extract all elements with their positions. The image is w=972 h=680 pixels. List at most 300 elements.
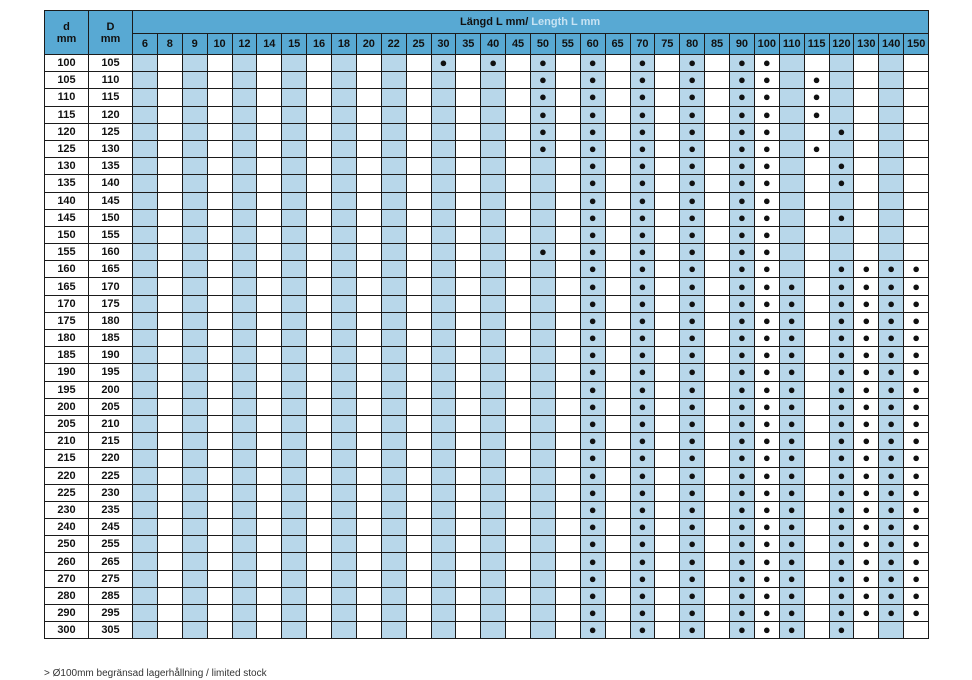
length-cell <box>531 347 556 364</box>
length-cell <box>307 501 332 518</box>
length-cell <box>406 72 431 89</box>
length-cell <box>307 433 332 450</box>
length-cell <box>431 175 456 192</box>
availability-dot-icon: ● <box>688 553 697 569</box>
length-cell <box>879 158 904 175</box>
length-cell <box>257 261 282 278</box>
length-cell <box>904 381 929 398</box>
d-value: 180 <box>45 330 89 347</box>
length-cell <box>555 295 580 312</box>
availability-dot-icon: ● <box>638 192 647 208</box>
length-cell <box>481 72 506 89</box>
length-cell <box>779 175 804 192</box>
length-cell <box>207 433 232 450</box>
availability-dot-icon: ● <box>762 209 771 225</box>
length-cell <box>133 123 158 140</box>
length-cell <box>282 209 307 226</box>
length-cell <box>406 484 431 501</box>
availability-dot-icon: ● <box>688 312 697 328</box>
d-value: 130 <box>45 158 89 175</box>
length-cell <box>879 106 904 123</box>
length-cell <box>282 89 307 106</box>
length-cell <box>705 553 730 570</box>
length-cell <box>481 605 506 622</box>
length-cell <box>804 570 829 587</box>
length-cell <box>580 587 605 604</box>
availability-dot-icon: ● <box>887 261 896 277</box>
length-cell <box>506 55 531 72</box>
d-value: 140 <box>45 192 89 209</box>
length-cell <box>182 381 207 398</box>
length-cell <box>257 278 282 295</box>
length-cell <box>779 278 804 295</box>
length-cell <box>754 278 779 295</box>
availability-dot-icon: ● <box>912 364 921 380</box>
length-cell <box>282 312 307 329</box>
length-cell <box>456 519 481 536</box>
length-cell <box>580 244 605 261</box>
length-cell <box>207 123 232 140</box>
length-cell <box>655 536 680 553</box>
D-value: 195 <box>89 364 133 381</box>
length-cell <box>207 587 232 604</box>
length-cell <box>332 381 357 398</box>
length-cell <box>332 398 357 415</box>
length-cell <box>804 261 829 278</box>
length-cell <box>555 467 580 484</box>
length-cell <box>655 484 680 501</box>
length-cell <box>456 72 481 89</box>
availability-dot-icon: ● <box>688 278 697 294</box>
availability-dot-icon: ● <box>688 450 697 466</box>
length-title-en: Length L mm <box>528 16 601 28</box>
length-cell <box>207 295 232 312</box>
length-cell <box>879 415 904 432</box>
length-cell <box>605 295 630 312</box>
availability-dot-icon: ● <box>638 158 647 174</box>
availability-dot-icon: ● <box>688 381 697 397</box>
availability-dot-icon: ● <box>887 312 896 328</box>
length-cell <box>705 209 730 226</box>
length-cell <box>257 570 282 587</box>
length-cell <box>904 140 929 157</box>
availability-dot-icon: ● <box>862 605 871 621</box>
length-cell <box>829 622 854 639</box>
availability-dot-icon: ● <box>638 244 647 260</box>
availability-dot-icon: ● <box>638 484 647 500</box>
length-cell <box>506 89 531 106</box>
length-cell <box>431 123 456 140</box>
length-header-75: 75 <box>655 34 680 55</box>
d-value: 260 <box>45 553 89 570</box>
availability-dot-icon: ● <box>862 364 871 380</box>
availability-dot-icon: ● <box>762 467 771 483</box>
length-cell <box>182 192 207 209</box>
length-cell <box>630 415 655 432</box>
length-cell <box>481 501 506 518</box>
length-header-40: 40 <box>481 34 506 55</box>
length-cell <box>829 209 854 226</box>
length-cell <box>804 622 829 639</box>
availability-dot-icon: ● <box>738 106 746 122</box>
length-cell <box>157 484 182 501</box>
length-cell <box>531 261 556 278</box>
availability-dot-icon: ● <box>837 295 846 311</box>
length-cell <box>630 192 655 209</box>
length-cell <box>207 175 232 192</box>
availability-dot-icon: ● <box>738 141 746 157</box>
length-cell <box>804 415 829 432</box>
length-cell <box>779 484 804 501</box>
length-cell <box>804 312 829 329</box>
length-cell <box>431 433 456 450</box>
length-cell <box>605 484 630 501</box>
length-cell <box>381 158 406 175</box>
length-cell <box>879 175 904 192</box>
length-cell <box>804 278 829 295</box>
length-cell <box>282 364 307 381</box>
length-cell <box>307 158 332 175</box>
length-cell <box>904 261 929 278</box>
availability-dot-icon: ● <box>912 330 921 346</box>
availability-dot-icon: ● <box>912 295 921 311</box>
availability-dot-icon: ● <box>862 312 871 328</box>
length-cell <box>680 244 705 261</box>
length-cell <box>481 209 506 226</box>
length-cell <box>829 312 854 329</box>
length-cell <box>282 381 307 398</box>
availability-dot-icon: ● <box>762 123 771 139</box>
length-cell <box>655 364 680 381</box>
availability-dot-icon: ● <box>762 106 771 122</box>
availability-dot-icon: ● <box>762 381 771 397</box>
length-cell <box>804 347 829 364</box>
length-cell <box>257 467 282 484</box>
length-cell <box>182 415 207 432</box>
length-cell <box>655 226 680 243</box>
length-cell <box>531 278 556 295</box>
length-cell <box>630 278 655 295</box>
length-cell <box>257 226 282 243</box>
availability-dot-icon: ● <box>588 106 597 122</box>
availability-dot-icon: ● <box>887 278 896 294</box>
length-cell <box>829 450 854 467</box>
availability-dot-icon: ● <box>738 605 746 621</box>
length-cell <box>157 433 182 450</box>
length-cell <box>332 140 357 157</box>
length-cell <box>257 553 282 570</box>
length-cell <box>779 415 804 432</box>
length-cell <box>133 519 158 536</box>
length-cell <box>630 605 655 622</box>
length-cell <box>854 622 879 639</box>
D-value: 160 <box>89 244 133 261</box>
d-value: 185 <box>45 347 89 364</box>
availability-dot-icon: ● <box>837 330 846 346</box>
availability-dot-icon: ● <box>638 295 647 311</box>
length-cell <box>506 364 531 381</box>
D-value: 140 <box>89 175 133 192</box>
length-cell <box>804 226 829 243</box>
length-cell <box>257 622 282 639</box>
length-cell <box>133 244 158 261</box>
length-cell <box>481 415 506 432</box>
availability-dot-icon: ● <box>837 158 846 174</box>
length-cell <box>133 312 158 329</box>
length-cell <box>655 89 680 106</box>
length-cell <box>332 501 357 518</box>
length-cell <box>406 364 431 381</box>
availability-dot-icon: ● <box>588 587 597 603</box>
availability-dot-icon: ● <box>762 570 771 586</box>
length-cell <box>381 536 406 553</box>
length-cell <box>456 330 481 347</box>
length-cell <box>754 553 779 570</box>
length-cell <box>431 467 456 484</box>
length-cell <box>133 72 158 89</box>
availability-dot-icon: ● <box>837 519 846 535</box>
length-cell <box>705 72 730 89</box>
length-cell <box>133 450 158 467</box>
availability-dot-icon: ● <box>588 450 597 466</box>
D-value: 165 <box>89 261 133 278</box>
length-cell <box>182 89 207 106</box>
length-cell <box>356 140 381 157</box>
length-cell <box>804 295 829 312</box>
table-row <box>45 55 929 72</box>
length-cell <box>680 347 705 364</box>
d-value: 155 <box>45 244 89 261</box>
length-cell <box>332 312 357 329</box>
length-cell <box>555 244 580 261</box>
d-value: 190 <box>45 364 89 381</box>
length-cell <box>381 261 406 278</box>
length-cell <box>630 72 655 89</box>
length-cell <box>829 484 854 501</box>
length-header-9: 9 <box>182 34 207 55</box>
availability-dot-icon: ● <box>837 278 846 294</box>
length-cell <box>879 501 904 518</box>
length-cell <box>829 278 854 295</box>
length-cell <box>481 553 506 570</box>
length-cell <box>730 123 755 140</box>
d-value: 240 <box>45 519 89 536</box>
length-cell <box>754 72 779 89</box>
length-cell <box>655 261 680 278</box>
length-cell <box>879 347 904 364</box>
availability-dot-icon: ● <box>912 536 921 552</box>
length-cell <box>854 123 879 140</box>
length-cell <box>904 587 929 604</box>
length-cell <box>531 89 556 106</box>
length-cell <box>456 553 481 570</box>
length-cell <box>332 450 357 467</box>
length-cell <box>456 587 481 604</box>
availability-dot-icon: ● <box>539 123 547 139</box>
length-cell <box>307 381 332 398</box>
availability-dot-icon: ● <box>738 175 746 191</box>
length-cell <box>157 278 182 295</box>
length-cell <box>232 175 257 192</box>
length-cell <box>431 347 456 364</box>
length-cell <box>307 587 332 604</box>
length-cell <box>406 295 431 312</box>
availability-dot-icon: ● <box>837 570 846 586</box>
d-value: 150 <box>45 226 89 243</box>
length-cell <box>431 415 456 432</box>
availability-dot-icon: ● <box>638 622 647 638</box>
length-cell <box>456 175 481 192</box>
length-cell <box>506 553 531 570</box>
length-cell <box>680 72 705 89</box>
availability-dot-icon: ● <box>738 244 746 260</box>
length-cell <box>904 536 929 553</box>
availability-dot-icon: ● <box>688 484 697 500</box>
length-cell <box>506 450 531 467</box>
length-cell <box>257 158 282 175</box>
length-cell <box>680 226 705 243</box>
length-cell <box>779 433 804 450</box>
length-cell <box>381 330 406 347</box>
length-cell <box>580 226 605 243</box>
availability-dot-icon: ● <box>688 158 697 174</box>
length-cell <box>481 261 506 278</box>
length-cell <box>356 450 381 467</box>
availability-dot-icon: ● <box>588 622 597 638</box>
length-cell <box>456 209 481 226</box>
length-cell <box>630 175 655 192</box>
length-cell <box>307 415 332 432</box>
availability-dot-icon: ● <box>862 536 871 552</box>
length-cell <box>879 433 904 450</box>
availability-dot-icon: ● <box>787 501 796 517</box>
length-cell <box>555 364 580 381</box>
d-value: 120 <box>45 123 89 140</box>
availability-dot-icon: ● <box>762 330 771 346</box>
length-cell <box>506 570 531 587</box>
length-cell <box>207 347 232 364</box>
D-value: 130 <box>89 140 133 157</box>
length-cell <box>431 55 456 72</box>
length-cell <box>307 364 332 381</box>
length-cell <box>630 158 655 175</box>
length-cell <box>431 192 456 209</box>
length-cell <box>531 72 556 89</box>
length-cell <box>555 536 580 553</box>
length-cell <box>531 158 556 175</box>
D-value: 105 <box>89 55 133 72</box>
d-value: 230 <box>45 501 89 518</box>
length-cell <box>332 622 357 639</box>
length-cell <box>332 158 357 175</box>
D-value: 295 <box>89 605 133 622</box>
length-cell <box>207 244 232 261</box>
availability-dot-icon: ● <box>787 312 796 328</box>
availability-dot-icon: ● <box>912 570 921 586</box>
length-cell <box>356 106 381 123</box>
length-cell <box>257 312 282 329</box>
availability-dot-icon: ● <box>738 536 746 552</box>
availability-dot-icon: ● <box>762 364 771 380</box>
table-row <box>45 467 929 484</box>
length-cell <box>307 484 332 501</box>
availability-dot-icon: ● <box>787 364 796 380</box>
length-cell <box>680 519 705 536</box>
availability-dot-icon: ● <box>787 433 796 449</box>
availability-dot-icon: ● <box>638 175 647 191</box>
length-cell <box>754 140 779 157</box>
length-cell <box>332 553 357 570</box>
availability-dot-icon: ● <box>738 398 746 414</box>
length-cell <box>705 484 730 501</box>
length-cell <box>854 278 879 295</box>
availability-dot-icon: ● <box>837 209 846 225</box>
D-value: 180 <box>89 312 133 329</box>
d-value: 125 <box>45 140 89 157</box>
length-cell <box>580 106 605 123</box>
length-cell <box>730 553 755 570</box>
length-cell <box>555 226 580 243</box>
length-cell <box>580 72 605 89</box>
length-cell <box>804 175 829 192</box>
length-cell <box>680 295 705 312</box>
availability-dot-icon: ● <box>638 553 647 569</box>
length-cell <box>555 278 580 295</box>
availability-dot-icon: ● <box>688 209 697 225</box>
length-cell <box>680 450 705 467</box>
length-cell <box>804 536 829 553</box>
availability-dot-icon: ● <box>812 141 821 157</box>
availability-dot-icon: ● <box>887 416 896 432</box>
length-cell <box>580 295 605 312</box>
length-cell <box>232 72 257 89</box>
length-cell <box>456 244 481 261</box>
length-cell <box>431 89 456 106</box>
length-cell <box>506 226 531 243</box>
availability-dot-icon: ● <box>762 244 771 260</box>
length-cell <box>705 622 730 639</box>
length-cell <box>580 450 605 467</box>
length-cell <box>555 312 580 329</box>
length-cell <box>506 312 531 329</box>
availability-dot-icon: ● <box>887 519 896 535</box>
length-header-50: 50 <box>531 34 556 55</box>
length-cell <box>157 415 182 432</box>
length-cell <box>182 622 207 639</box>
availability-dot-icon: ● <box>688 519 697 535</box>
length-cell <box>506 209 531 226</box>
length-cell <box>680 381 705 398</box>
d-value: 280 <box>45 587 89 604</box>
length-cell <box>232 398 257 415</box>
table-row <box>45 364 929 381</box>
d-value: 215 <box>45 450 89 467</box>
length-cell <box>456 295 481 312</box>
length-cell <box>157 347 182 364</box>
availability-dot-icon: ● <box>638 106 647 122</box>
length-cell <box>531 244 556 261</box>
length-cell <box>879 226 904 243</box>
length-cell <box>854 158 879 175</box>
length-cell <box>555 330 580 347</box>
length-cell <box>804 364 829 381</box>
length-cell <box>730 398 755 415</box>
availability-dot-icon: ● <box>762 192 771 208</box>
availability-dot-icon: ● <box>762 55 771 71</box>
length-cell <box>307 140 332 157</box>
length-cell <box>431 381 456 398</box>
length-cell <box>730 467 755 484</box>
